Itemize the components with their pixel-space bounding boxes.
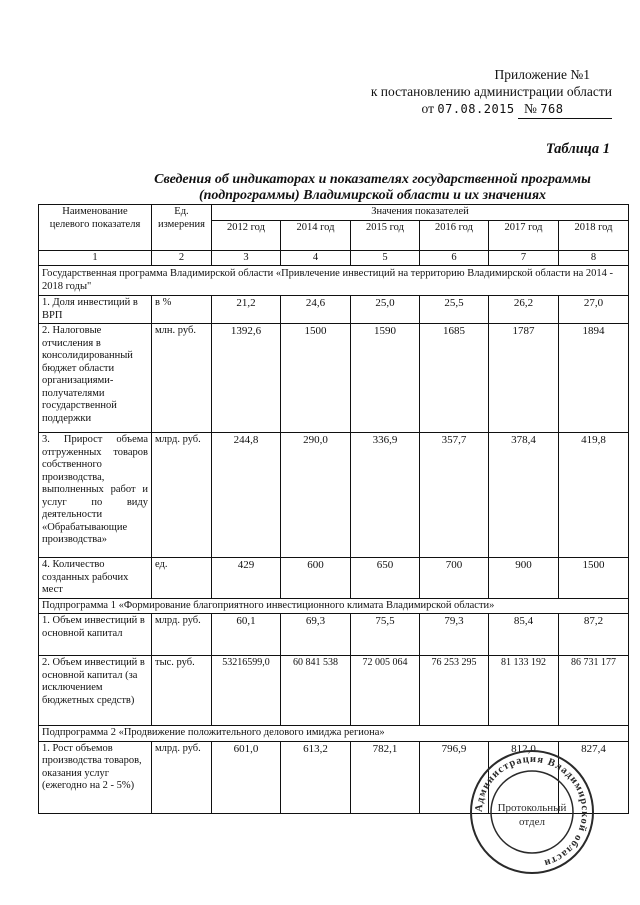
program-row xyxy=(39,266,629,296)
indicator-unit: млрд. руб. xyxy=(152,741,212,813)
indicator-value: 419,8 xyxy=(559,433,629,558)
column-number: 1 xyxy=(39,250,152,266)
indicator-value: 60,1 xyxy=(212,614,281,656)
indicator-unit: млн. руб. xyxy=(152,324,212,433)
indicator-value: 650 xyxy=(351,558,420,599)
header-year: 2014 год xyxy=(281,220,351,250)
indicator-name: 4. Количество созданных рабочих мест xyxy=(39,558,152,599)
indicator-unit: ед. xyxy=(152,558,212,599)
column-number: 5 xyxy=(351,250,420,266)
indicator-value: 25,5 xyxy=(420,296,489,324)
indicator-name: 2. Налоговые отчисления в консолидированный бюджет области организациями-получателями государственной поддержки xyxy=(39,324,152,433)
indicator-unit: млрд. руб. xyxy=(152,433,212,558)
indicator-value: 600 xyxy=(281,558,351,599)
indicator-value: 69,3 xyxy=(281,614,351,656)
header-values: Значения показателей xyxy=(212,205,629,221)
indicator-value: 336,9 xyxy=(351,433,420,558)
indicator-value: 87,2 xyxy=(559,614,629,656)
indicator-value: 900 xyxy=(489,558,559,599)
indicator-value: 21,2 xyxy=(212,296,281,324)
stamp-center-line-1: Протокольный xyxy=(497,802,567,814)
indicator-value: 613,2 xyxy=(281,741,351,813)
indicator-value: 85,4 xyxy=(489,614,559,656)
decree-date: 07.08.2015 xyxy=(437,102,515,116)
column-number-row xyxy=(39,250,629,266)
header-name: Наименование целевого показателя xyxy=(39,205,152,251)
subprogram-2-title: Подпрограмма 2 «Продвижение положительного делового имиджа региона» xyxy=(39,726,629,742)
subprogram-1-title: Подпрограмма 1 «Формирование благоприятного инвестиционного климата Владимирской области» xyxy=(39,598,629,614)
indicator-value: 1392,6 xyxy=(212,324,281,433)
stamp-center-line-2: отдел xyxy=(519,816,545,828)
indicator-value: 25,0 xyxy=(351,296,420,324)
indicator-value: 27,0 xyxy=(559,296,629,324)
indicator-value: 601,0 xyxy=(212,741,281,813)
indicator-value: 1500 xyxy=(559,558,629,599)
indicator-unit: млрд. руб. xyxy=(152,614,212,656)
official-stamp xyxy=(468,748,596,876)
indicator-value: 79,3 xyxy=(420,614,489,656)
column-number: 8 xyxy=(559,250,629,266)
column-number: 6 xyxy=(420,250,489,266)
indicator-value: 60 841 538 xyxy=(281,656,351,726)
indicator-value: 244,8 xyxy=(212,433,281,558)
header-year: 2012 год xyxy=(212,220,281,250)
indicator-value: 796,9 xyxy=(420,741,489,813)
indicator-value: 782,1 xyxy=(351,741,420,813)
indicator-value: 1787 xyxy=(489,324,559,433)
indicator-value: 812,0 xyxy=(489,741,559,813)
indicator-unit: в % xyxy=(152,296,212,324)
indicator-value: 53216599,0 xyxy=(212,656,281,726)
header-year: 2016 год xyxy=(420,220,489,250)
indicator-name: 1. Доля инвестиций в ВРП xyxy=(39,296,152,324)
indicator-name: 2. Объем инвестиций в основной капитал (за исключением бюджетных средств) xyxy=(39,656,152,726)
indicator-value: 26,2 xyxy=(489,296,559,324)
program-title: Государственная программа Владимирской области «Привлечение инвестиций на территорию Владимирской области на 2014 - 2018 годы" xyxy=(39,266,629,296)
document-title xyxy=(120,172,625,203)
table-label: Таблица 1 xyxy=(545,141,610,157)
column-number: 2 xyxy=(152,250,212,266)
table-row xyxy=(39,558,629,599)
indicator-value: 700 xyxy=(420,558,489,599)
subprogram-row xyxy=(39,726,629,742)
column-number: 7 xyxy=(489,250,559,266)
header-year: 2018 год xyxy=(559,220,629,250)
appendix-block xyxy=(371,66,612,119)
table-row xyxy=(39,433,629,558)
indicator-value: 378,4 xyxy=(489,433,559,558)
table-row xyxy=(39,296,629,324)
indicator-value: 1590 xyxy=(351,324,420,433)
table-row xyxy=(39,656,629,726)
stamp-ring-text: Администрация Владимирской области xyxy=(473,753,591,869)
appendix-title: Приложение №1 xyxy=(494,67,590,82)
column-number: 4 xyxy=(281,250,351,266)
header-year: 2015 год xyxy=(351,220,420,250)
indicator-value: 81 133 192 xyxy=(489,656,559,726)
indicator-value: 72 005 064 xyxy=(351,656,420,726)
indicator-value: 75,5 xyxy=(351,614,420,656)
table-row xyxy=(39,324,629,433)
indicator-value: 24,6 xyxy=(281,296,351,324)
indicator-value: 1894 xyxy=(559,324,629,433)
indicator-value: 827,4 xyxy=(559,741,629,813)
title-line-2: (подпрограммы) Владимирской области и их значениях xyxy=(198,187,547,203)
indicator-value: 1500 xyxy=(281,324,351,433)
decree-number-field xyxy=(518,100,612,119)
appendix-date-line xyxy=(371,100,612,119)
table-row xyxy=(39,614,629,656)
indicators-table xyxy=(38,204,629,814)
column-number: 3 xyxy=(212,250,281,266)
indicator-value: 357,7 xyxy=(420,433,489,558)
indicator-value: 86 731 177 xyxy=(559,656,629,726)
indicator-value: 429 xyxy=(212,558,281,599)
indicator-unit: тыс. руб. xyxy=(152,656,212,726)
header-unit: Ед. измерения xyxy=(152,205,212,251)
indicator-name: 3. Прирост объема отгруженных товаров собственного производства, выполненных работ и услуг по виду деятельности «Обрабатывающие производства» xyxy=(39,433,152,558)
subprogram-row xyxy=(39,598,629,614)
indicator-name: 1. Рост объемов производства товаров, оказания услуг (ежегодно на 2 - 5%) xyxy=(39,741,152,813)
indicator-value: 290,0 xyxy=(281,433,351,558)
decree-number: 768 xyxy=(540,102,564,116)
date-prefix: от xyxy=(421,101,434,116)
indicator-value: 76 253 295 xyxy=(420,656,489,726)
appendix-subtitle: к постановлению администрации области xyxy=(370,84,612,99)
indicator-name: 1. Объем инвестиций в основной капитал xyxy=(39,614,152,656)
number-sign: № xyxy=(524,101,537,116)
header-year: 2017 год xyxy=(489,220,559,250)
indicator-value: 1685 xyxy=(420,324,489,433)
title-line-1: Сведения об индикаторах и показателях государственной программы xyxy=(154,172,591,187)
